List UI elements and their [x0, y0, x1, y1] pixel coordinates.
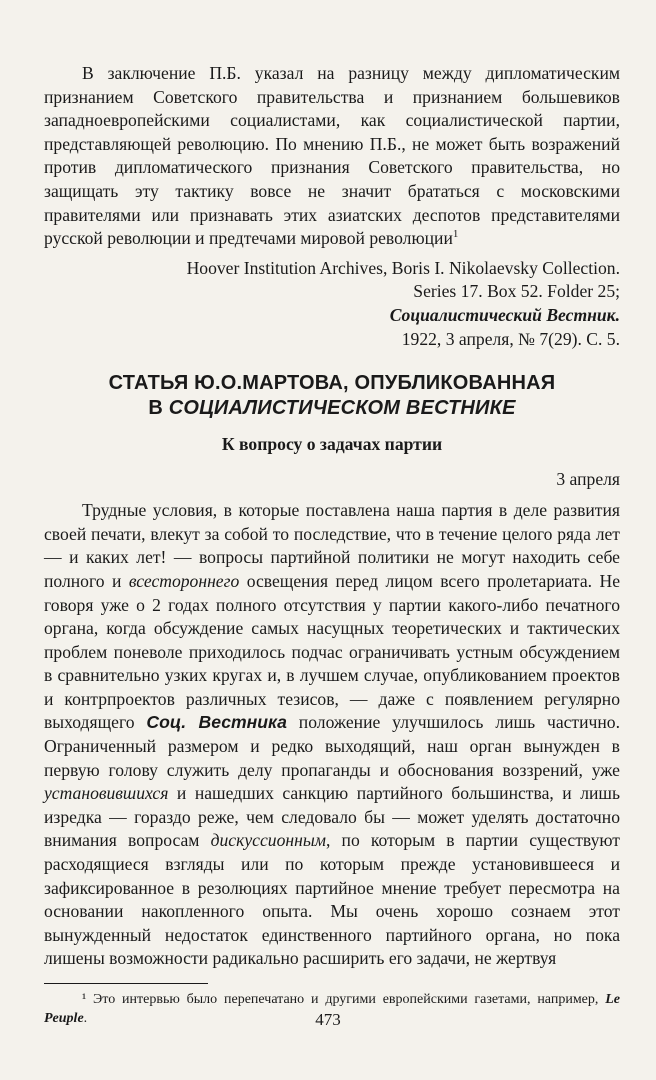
article-date: 3 апреля — [556, 469, 620, 490]
article-title-journal: СОЦИАЛИСТИЧЕСКОМ ВЕСТНИКЕ — [168, 397, 516, 420]
body-text-1: Трудные условия, в которые поставлена наша партия в деле развития своей печати, влекут за собой то последствие, что в течение целого ряда лет — и каких лет! — вопросы партийной политики не могут находить себе полного и — [44, 500, 620, 591]
intro-text: В заключение П.Б. указал на разницу между дипломатическим признанием Советского правительства и признанием большевиков западноевропейскими социалистами, как социалистической партии, представляющей революцию. По мнению П.Б., не может быть возражений против дипломатического признания Советского правительства, но защищать эту тактику вовсе не значит брататься с московскими правителями или признавать этих азиатских деспотов представителями русской революции и предтечами мировой революции — [44, 63, 620, 249]
article-title-line2 — [44, 396, 620, 421]
body-emphasis-3: дискуссионным — [210, 830, 326, 851]
body-text-2: освещения перед лицом всего пролетариата. Не говоря уже о 2 годах полного отсутствия у партии какого-либо печатного органа, когда обсуждение самых насущных теоретических и тактических проблем поневоле приходилось подчас ограничивать устным обсуждением в сравнительно узких кругах и, в лучшем случае, опубликованием проектов и контрпроектов различных тезисов, — даже с появлением регулярно выходящего — [44, 570, 620, 733]
article-title-prefix: В — [148, 397, 169, 420]
article-subtitle: К вопросу о задачах партии — [221, 434, 443, 455]
body-emphasis-1: всестороннего — [128, 570, 240, 591]
article-title — [44, 371, 620, 421]
source-citation — [44, 257, 620, 351]
intro-paragraph — [44, 62, 620, 251]
footnote-mark: 1 — [452, 228, 459, 241]
article-body-paragraph — [44, 499, 620, 971]
body-emphasis-2: установившихся — [44, 783, 169, 804]
footnote-divider — [44, 983, 208, 984]
source-journal: Социалистический Вестник. — [389, 304, 620, 325]
footnote-publication: Le Peuple — [44, 992, 620, 1026]
page-number: 473 — [315, 1010, 341, 1029]
body-journal-name: Соц. Вестника — [146, 712, 287, 733]
body-text-4: и нашедших санкцию партийного большинства, и лишь изредка — гораздо реже, чем следовало бы — может уделять достаточно внимания вопросам — [44, 783, 620, 851]
footnote-end: . — [83, 1011, 88, 1026]
source-line-archive: Hoover Institution Archives, Boris I. Nikolaevsky Collection. — [186, 257, 620, 278]
source-line-date: 1922, 3 апреля, № 7(29). С. 5. — [401, 328, 620, 349]
body-text-3: положение улучшилось лишь частично. Ограниченный размером и редко выходящий, наш орган вынужден в первую голову служить делу пропаганды и обоснования воззрений, уже — [44, 712, 620, 780]
footnote-text: ¹ Это интервью было перепечатано и другими европейскими газетами, например, — [82, 992, 606, 1007]
body-text-5: , по которым в партии существуют расходящиеся взгляды или по которым прежде установившееся и зафиксированное в резолюциях партийное мнение требует пересмотра на основании накопленного опыта. Мы очень хорошо сознаем этот вынужденный недостаток единственного партийного органа, но пока лишены возможности радикально расширить его задачи, не жертвуя — [44, 830, 620, 969]
source-line-series: Series 17. Box 52. Folder 25; — [413, 281, 620, 302]
article-title-line1: СТАТЬЯ Ю.О.МАРТОВА, ОПУБЛИКОВАННАЯ — [108, 372, 556, 395]
